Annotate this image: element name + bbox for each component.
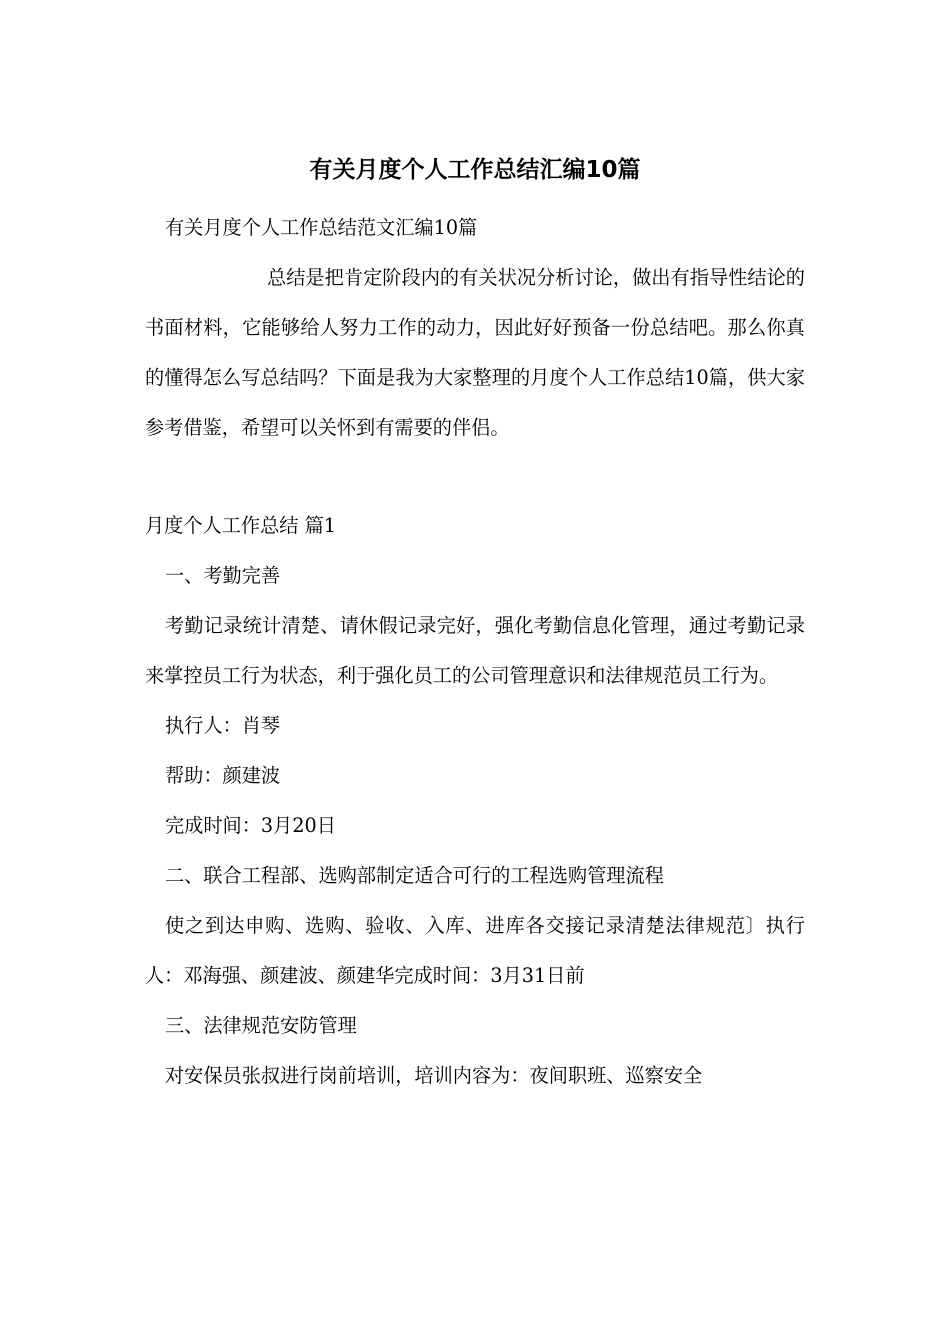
- intro-paragraph: 总结是把肯定阶段内的有关状况分析讨论，做出有指导性结论的书面材料，它能够给人努力工作的动力，因此好好预备一份总结吧。那么你真的懂得怎么写总结吗？下面是我为大家整理的月度个人工作总结10篇，供大家参考借鉴，希望可以关怀到有需要的伴侣。: [145, 266, 805, 439]
- item1-helper: 帮助：颜建波: [165, 764, 281, 787]
- item1-body: 考勤记录统计清楚、请休假记录完好，强化考勤信息化管理，通过考勤记录来掌控员工行为状态，利于强化员工的公司管理意识和法律规范员工行为。: [145, 614, 805, 687]
- paragraph-spacer: [145, 453, 805, 501]
- item1-executor: 执行人：肖琴: [165, 714, 281, 737]
- item2-heading: 二、联合工程部、选购部制定适合可行的工程选购管理流程: [165, 864, 664, 887]
- item3-body: 对安保员张叔进行岗前培训，培训内容为：夜间职班、巡察安全: [165, 1064, 703, 1087]
- section-heading: 月度个人工作总结 篇1: [145, 514, 336, 537]
- document-body: [145, 203, 805, 1101]
- item1-deadline: 完成时间：3月20日: [165, 814, 336, 837]
- item1-heading: 一、考勤完善: [165, 564, 281, 587]
- item3-heading: 三、法律规范安防管理: [165, 1014, 357, 1037]
- document-subtitle: 有关月度个人工作总结范文汇编10篇: [165, 216, 478, 239]
- item2-body: 使之到达申购、选购、验收、入库、进库各交接记录清楚法律规范〕执行人：邓海强、颜建波、颜建华完成时间：3月31日前: [145, 914, 805, 987]
- document-title: 有关月度个人工作总结汇编10篇: [309, 157, 641, 183]
